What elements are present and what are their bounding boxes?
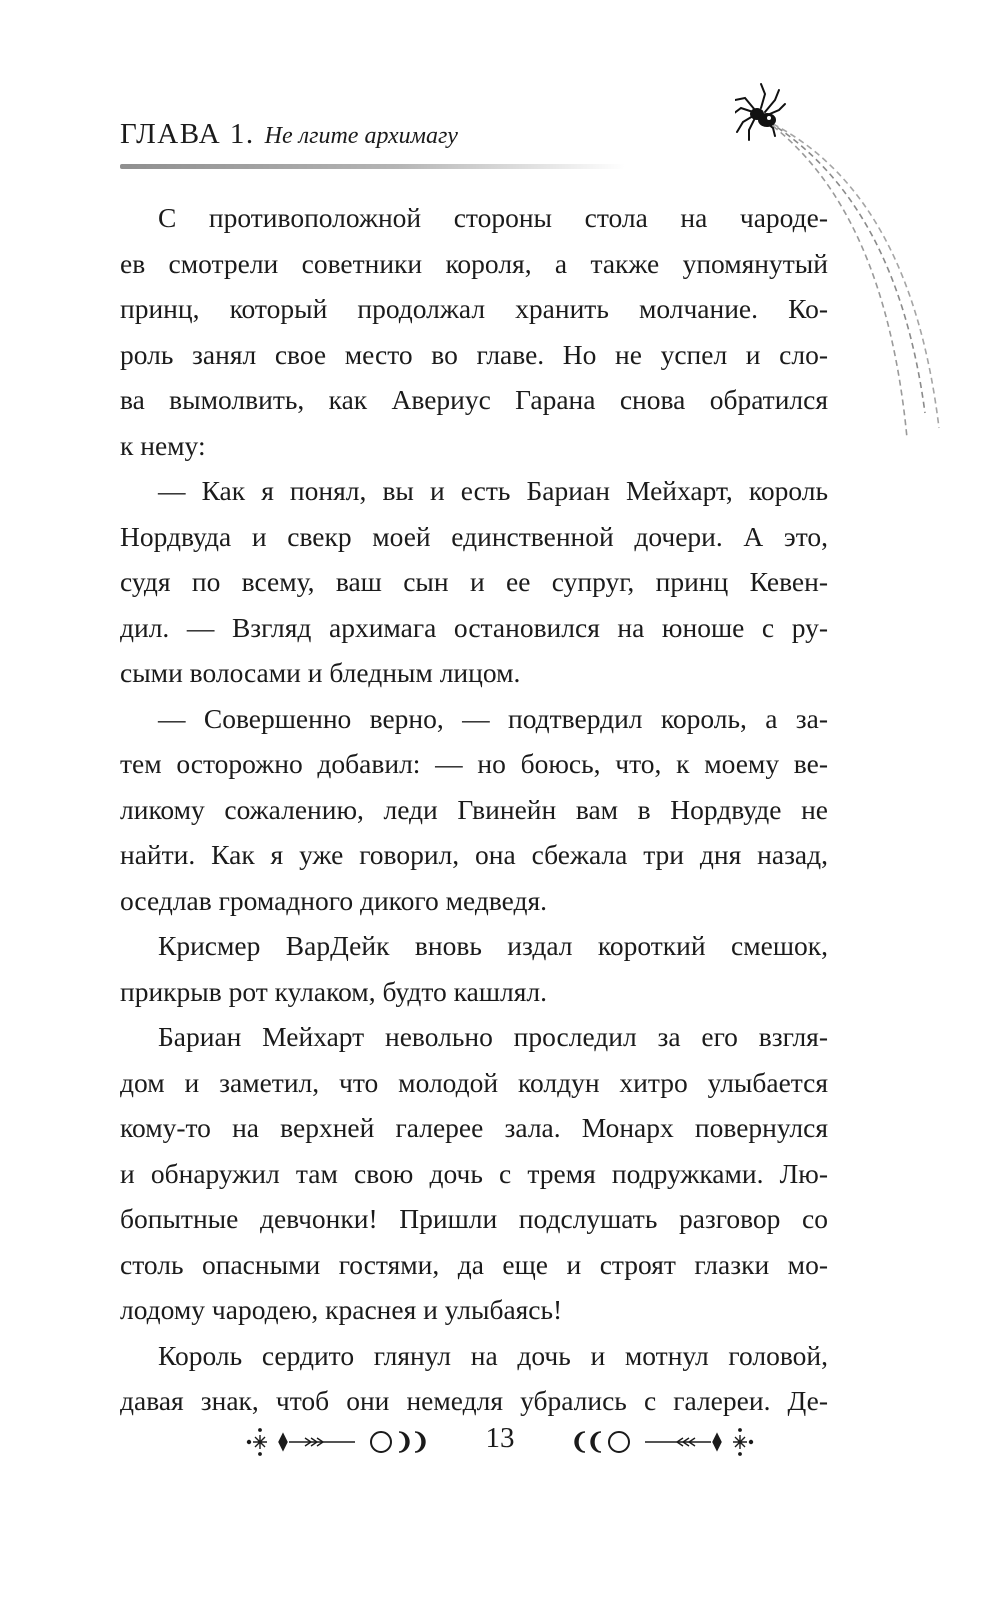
running-header [120,118,458,151]
text-line: дом и заметил, что молодой колдун хитро улыбается [120,1066,828,1098]
text-line: ев смотрели советники короля, а также упомянутый [120,247,828,279]
header-rule [120,164,625,169]
text-line: судя по всему, ваш сын и ее супруг, принц Кевен- [120,566,828,597]
text-line: Король сердито глянул на дочь и мотнул головой, [158,1339,828,1371]
page-footer [0,1418,1000,1468]
text-line: прикрыв рот кулаком, будто кашлял. [120,975,547,1007]
body-text [120,195,828,1424]
text-line: Крисмер ВарДейк вновь издал короткий смешок, [158,930,828,961]
paragraph [120,195,828,468]
moon-ornament-left-icon [245,1418,465,1468]
text-line: С противоположной стороны стола на чароде- [158,202,828,233]
text-line: сыми волосами и бледным лицом. [120,657,521,688]
text-line: лодому чародею, краснея и улыбаясь! [120,1294,563,1325]
text-line: давая знак, чтоб они немедля убрались с галереи. Де- [120,1385,828,1416]
text-line: бопытные девчонки! Пришли подслушать разговор со [120,1203,828,1234]
page-number: 13 [485,1422,515,1454]
text-line: дил. — Взгляд архимага остановился на юноше с ру- [120,611,828,643]
text-line: оседлав громадного дикого медведя. [120,884,548,916]
text-line: ликому сожалению, леди Гвинейн вам в Нордвуде не [120,793,828,825]
paragraph [120,468,828,696]
text-line: к нему: [120,429,206,461]
paragraph [120,1333,828,1424]
text-line: — Совершенно верно, — подтвердил король, а за- [158,702,828,734]
text-line: тем осторожно добавил: — но боюсь, что, к моему ве- [120,748,828,779]
text-line: принц, который продолжал хранить молчание. Ко- [120,293,828,324]
text-line: — Как я понял, вы и есть Бариан Мейхарт, король [158,475,828,506]
chapter-label: ГЛАВА 1. [120,118,255,150]
moon-ornament-right-icon [535,1418,755,1468]
text-line: кому-то на верхней галерее зала. Монарх повернулся [120,1112,828,1143]
text-line: найти. Как я уже говорил, она сбежала три дня назад, [120,839,828,870]
text-line: столь опасными гостями, да еще и строят глазки мо- [120,1248,828,1280]
paragraph [120,1014,828,1333]
text-line: ва вымолвить, как Авериус Гарана снова обратился [120,384,828,415]
text-line: роль занял свое место во главе. Но не успел и сло- [120,338,828,370]
text-line: и обнаружил там свою дочь с тремя подружками. Лю- [120,1157,828,1189]
text-line: Бариан Мейхарт невольно проследил за его взгля- [158,1021,828,1052]
paragraph [120,923,828,1014]
text-line: Нордвуда и свекр моей единственной дочери. А это, [120,520,828,552]
chapter-title: Не лгите архимагу [264,123,458,149]
paragraph [120,696,828,924]
